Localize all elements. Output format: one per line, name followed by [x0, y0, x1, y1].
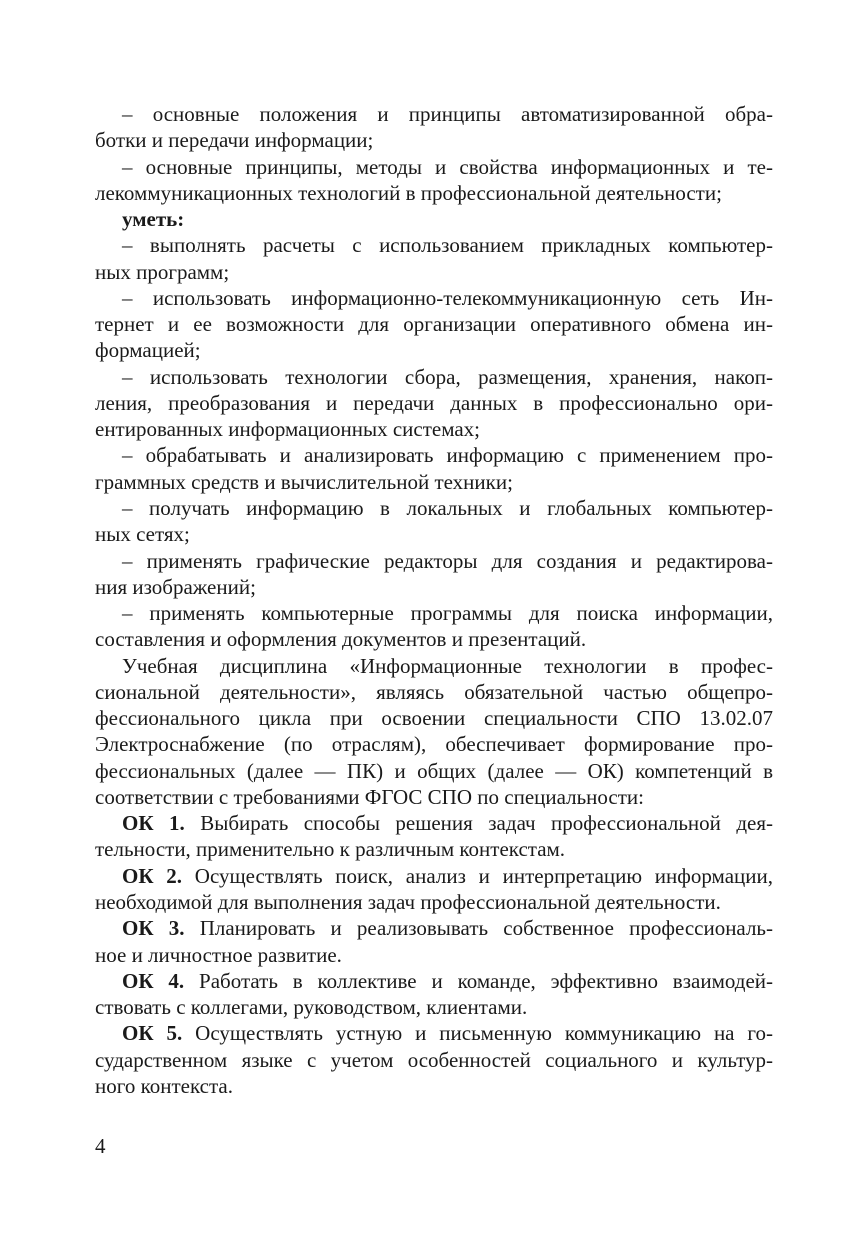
text-line [95, 259, 773, 285]
line-text: Электроснабжение (по отраслям), обеспечивает формирование про- [95, 732, 773, 757]
bold-label: ОК 5. [122, 1021, 183, 1046]
text-line [95, 994, 773, 1020]
text-line [95, 915, 773, 941]
paragraph [95, 968, 773, 1021]
text-line [95, 101, 773, 127]
line-text: – обрабатывать и анализировать информацию с применением про- [122, 443, 773, 468]
text-line [95, 653, 773, 679]
line-text: ботки и передачи информации; [95, 128, 374, 153]
line-text: – использовать информационно-телекоммуникационную сеть Ин- [122, 285, 773, 310]
text-line [95, 285, 773, 311]
text-line [95, 416, 773, 442]
paragraph [95, 600, 773, 653]
text-line [95, 784, 773, 810]
line-text: Выбирать способы решения задач профессиональной дея- [184, 811, 774, 836]
line-text: необходимой для выполнения задач профессиональной деятельности. [95, 889, 721, 914]
text-line [95, 232, 773, 258]
text-line [95, 731, 773, 757]
document-body [95, 101, 773, 1099]
text-line [95, 942, 773, 968]
text-line [95, 574, 773, 600]
paragraph [95, 232, 773, 285]
line-text: ствовать с коллегами, руководством, клиентами. [95, 995, 528, 1020]
line-text: – основные положения и принципы автоматизированной обра- [122, 102, 773, 126]
line-text: – использовать технологии сбора, размещения, хранения, накоп- [122, 364, 773, 389]
line-text: ления, преобразования и передачи данных в профессионально ори- [95, 390, 773, 415]
paragraph [95, 101, 773, 154]
text-line [95, 127, 773, 153]
line-text: – основные принципы, методы и свойства информационных и те- [122, 154, 773, 179]
line-text: составления и оформления документов и презентаций. [95, 627, 587, 652]
line-text: соответствии с требованиями ФГОС СПО по специальности: [95, 784, 645, 809]
bold-label: уметь: [122, 207, 185, 232]
text-line [95, 889, 773, 915]
line-text: – выполнять расчеты с использованием прикладных компьютер- [122, 233, 773, 258]
text-line [95, 548, 773, 574]
text-line [95, 206, 773, 232]
line-text: сударственном языке с учетом особенностей социального и культур- [95, 1047, 773, 1072]
paragraph [95, 154, 773, 207]
line-text: формацией; [95, 338, 201, 363]
text-line [95, 758, 773, 784]
paragraph [95, 1020, 773, 1099]
line-text: – получать информацию в локальных и глобальных компьютер- [122, 495, 773, 520]
text-line [95, 337, 773, 363]
line-text: тернет и ее возможности для организации оперативного обмена ин- [95, 312, 773, 337]
text-line [95, 836, 773, 862]
paragraph [95, 285, 773, 364]
text-line [95, 1073, 773, 1099]
paragraph [95, 364, 773, 443]
line-text: ентированных информационных системах; [95, 417, 480, 442]
text-line [95, 442, 773, 468]
text-line [95, 390, 773, 416]
paragraph [95, 495, 773, 548]
paragraph [95, 548, 773, 601]
text-line [95, 180, 773, 206]
text-line [95, 521, 773, 547]
text-line [95, 154, 773, 180]
text-line [95, 364, 773, 390]
text-line [95, 810, 773, 836]
line-text: граммных средств и вычислительной техники; [95, 469, 513, 494]
line-text: фессионального цикла при освоении специальности СПО 13.02.07 [95, 706, 773, 731]
line-text: лекоммуникационных технологий в профессиональной деятельности; [95, 180, 722, 205]
text-line [95, 600, 773, 626]
paragraph [95, 442, 773, 495]
line-text: ных программ; [95, 259, 230, 284]
text-line [95, 626, 773, 652]
line-text: ния изображений; [95, 574, 256, 599]
line-text: Осуществлять поиск, анализ и интерпретацию информации, [182, 863, 773, 888]
text-line [95, 469, 773, 495]
line-text: ного контекста. [95, 1073, 233, 1098]
line-text: – применять графические редакторы для создания и редактирова- [122, 548, 773, 573]
bold-label: ОК 4. [122, 968, 185, 993]
paragraph [95, 863, 773, 916]
text-line [95, 1047, 773, 1073]
bold-label: ОК 2. [122, 863, 183, 888]
paragraph [95, 915, 773, 968]
page-number: 4 [95, 1134, 106, 1158]
text-line [95, 1020, 773, 1046]
line-text: ное и личностное развитие. [95, 942, 342, 967]
bold-label: ОК 3. [122, 916, 185, 941]
line-text: Осуществлять устную и письменную коммуникацию на го- [182, 1021, 774, 1046]
line-text: Планировать и реализовывать собственное профессиональ- [184, 916, 773, 941]
text-line [95, 968, 773, 994]
text-line [95, 495, 773, 521]
line-text: ных сетях; [95, 522, 190, 547]
bold-label: ОК 1. [122, 811, 185, 836]
paragraph [95, 810, 773, 863]
text-line [95, 679, 773, 705]
paragraph [95, 653, 773, 811]
text-line [95, 311, 773, 337]
line-text: – применять компьютерные программы для поиска информации, [122, 601, 773, 626]
line-text: Учебная дисциплина «Информационные технологии в профес- [122, 653, 773, 678]
text-line [95, 705, 773, 731]
paragraph [95, 206, 773, 232]
line-text: фессиональных (далее — ПК) и общих (далее — ОК) компетенций в [95, 758, 773, 783]
line-text: Работать в коллективе и команде, эффективно взаимодей- [184, 968, 773, 993]
line-text: тельности, применительно к различным контекстам. [95, 837, 566, 862]
line-text: сиональной деятельности», являясь обязательной частью общепро- [95, 679, 773, 704]
text-line [95, 863, 773, 889]
